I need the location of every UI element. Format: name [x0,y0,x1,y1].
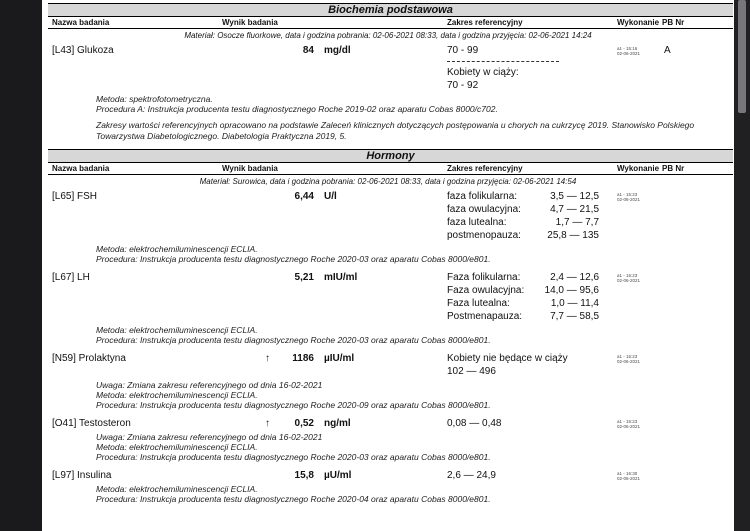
performed-info [617,273,640,283]
column-header-name: Nazwa badania [52,18,110,27]
performed-time: a1 - 15:23 [617,419,638,424]
test-notes [96,484,734,504]
test-name: [N59] Prolaktyna [52,353,126,364]
column-header-pb: PB Nr [662,164,685,173]
note-line: Metoda: elektrochemiluminescencji ECLIA. [96,325,258,335]
note-line: Metoda: spektrofotometryczna. [96,94,213,104]
range-line [447,297,692,310]
result-flag-high-icon: ↑ [265,418,270,429]
test-notes [96,432,734,462]
performed-info [617,419,640,429]
range-line: 70 - 92 [447,80,479,91]
range-line [447,229,692,242]
note-line: Metoda: elektrochemiluminescencji ECLIA. [96,390,258,400]
range-line: 2,6 — 24,9 [447,470,496,481]
test-name: [O41] Testosteron [52,418,131,429]
test-name: [L97] Insulina [52,470,112,481]
range-line: Kobiety w ciąży: [447,67,519,78]
test-notes [96,244,734,264]
test-name: [L65] FSH [52,191,98,202]
note-line: Uwaga: Zmiana zakresu referencyjnego od dnia 16-02-2021 [96,380,323,390]
material-info-line: Materiał: Osocze fluorkowe, data i godzina pobrania: 02-06-2021 08:33, data i godzina przyjęcia: 02-06-2021 14:24 [184,31,592,40]
test-notes [96,94,734,114]
range-phase-label: Postmenapauza: [447,311,523,322]
test-row [52,44,734,142]
section-title-band: Hormony [48,149,733,163]
result-unit: ng/ml [324,418,351,429]
note-line: Procedura: Instrukcja producenta testu diagnostycznego Roche 2020-09 oraz aparatu Cobas 8000/e801. [96,400,491,410]
test-name: [L43] Glukoza [52,45,114,56]
performed-date: 02-06-2021 [617,278,641,283]
column-header-name: Nazwa badania [52,164,110,173]
performed-info [617,471,640,481]
test-name: [L67] LH [52,272,90,283]
result-unit: µIU/ml [324,353,355,364]
range-phase-label: faza lutealna: [447,217,507,228]
test-row [52,271,734,345]
document-page [42,0,734,531]
performed-time: a1 - 16:30 [617,471,638,476]
range-phase-value: 1,0 — 11,4 [550,298,599,309]
result-value: 1186 [292,353,314,364]
note-line: Procedura: Instrukcja producenta testu diagnostycznego Roche 2020-04 oraz aparatu Cobas 8000/e801. [96,494,491,504]
performed-time: a1 - 15:23 [617,192,638,197]
range-phase-label: faza owulacyjna: [447,204,521,215]
reference-footnote: Zakresy wartości referencyjnych opracowano na podstawie Zaleceń klinicznych dotyczących postępowania u chorych na cukrzycę 2019. Stanowisko Polskiego Towarzystwa Diabetologicznego. Diabetologia Praktyczna 2019, 5. [96,120,695,141]
table-header-row [48,17,733,29]
column-header-result: Wynik badania [222,164,278,173]
section-rows [52,190,734,504]
range-phase-label: Faza owulacyjna: [447,285,525,296]
test-notes [96,325,734,345]
reference-range [447,271,692,323]
note-line: Procedura A: Instrukcja producenta testu diagnostycznego Roche 2019-02 oraz aparatu Cobas 8000/c702. [96,104,498,114]
range-phase-value: 2,4 — 12,6 [550,272,599,283]
note-line: Metoda: elektrochemiluminescencji ECLIA. [96,484,258,494]
material-info-line: Materiał: Surowica, data i godzina pobrania: 02-06-2021 08:33, data i godzina przyjęcia: 02-06-2021 14:54 [199,177,577,186]
range-phase-value: 7,7 — 58,5 [550,311,599,322]
table-header-row [48,163,733,175]
test-row [52,417,734,462]
range-phase-label: Faza folikularna: [447,272,521,283]
note-line: Procedura: Instrukcja producenta testu diagnostycznego Roche 2020-03 oraz aparatu Cobas 8000/e801. [96,254,491,264]
range-line: 0,08 — 0,48 [447,418,502,429]
reference-range [447,44,692,92]
note-line: Metoda: elektrochemiluminescencji ECLIA. [96,442,258,452]
column-header-done: Wykonanie [617,18,660,27]
range-phase-value: 3,5 — 12,5 [550,191,599,202]
range-phase-label: postmenopauza: [447,230,521,241]
result-unit: mg/dl [324,45,351,56]
range-line: 102 — 496 [447,366,496,377]
performed-time: a1 - 15:23 [617,354,638,359]
section-rows [52,44,734,142]
reference-range [447,417,692,430]
range-line: Kobiety nie będące w ciąży [447,353,568,364]
column-header-result: Wynik badania [222,18,278,27]
performed-date: 02-06-2021 [617,51,641,56]
result-unit: µU/ml [324,470,352,481]
range-line [447,203,692,216]
range-line [447,310,692,323]
note-line: Metoda: elektrochemiluminescencji ECLIA. [96,244,258,254]
result-value: 5,21 [294,272,314,283]
range-line [447,284,692,297]
range-line [447,216,692,229]
result-value: 15,8 [294,470,314,481]
range-divider [447,61,559,62]
performed-info [617,46,640,56]
result-value: 84 [302,45,314,56]
result-unit: mIU/ml [324,272,358,283]
column-header-pb: PB Nr [662,18,685,27]
column-header-range: Zakres referencyjny [447,164,523,173]
section-title-band: Biochemia podstawowa [48,3,733,17]
pb-number: A [664,45,671,56]
test-row [52,190,734,264]
test-notes [96,380,734,410]
result-flag-high-icon: ↑ [265,353,270,364]
test-row [52,352,734,410]
range-line [447,271,692,284]
column-header-range: Zakres referencyjny [447,18,523,27]
range-phase-value: 1,7 — 7,7 [555,217,599,228]
range-phase-value: 25,8 — 135 [547,230,599,241]
range-phase-label: faza folikularna: [447,191,518,202]
reference-range [447,352,692,378]
result-value: 0,52 [294,418,314,429]
note-line: Uwaga: Zmiana zakresu referencyjnego od dnia 16-02-2021 [96,432,323,442]
range-line: 70 - 99 [447,45,479,56]
performed-date: 02-06-2021 [617,197,641,202]
result-value: 6,44 [294,191,314,202]
note-line: Procedura: Instrukcja producenta testu diagnostycznego Roche 2020-03 oraz aparatu Cobas 8000/e801. [96,452,491,462]
performed-info [617,192,640,202]
performed-date: 02-06-2021 [617,476,641,481]
performed-time: a1 - 15:23 [617,273,638,278]
note-line: Procedura: Instrukcja producenta testu diagnostycznego Roche 2020-03 oraz aparatu Cobas 8000/e801. [96,335,491,345]
reference-range [447,190,692,242]
result-unit: U/l [324,191,337,202]
range-phase-value: 4,7 — 21,5 [550,204,599,215]
performed-info [617,354,640,364]
reference-range [447,469,692,482]
column-header-done: Wykonanie [617,164,660,173]
range-line [447,190,692,203]
performed-date: 02-06-2021 [617,359,641,364]
scrollbar-thumb[interactable] [738,0,746,113]
performed-time: a1 - 15:16 [617,46,638,51]
range-phase-label: Faza lutealna: [447,298,510,309]
test-row [52,469,734,504]
range-phase-value: 14,0 — 95,6 [544,285,599,296]
vertical-scrollbar[interactable] [734,0,750,531]
performed-date: 02-06-2021 [617,424,641,429]
